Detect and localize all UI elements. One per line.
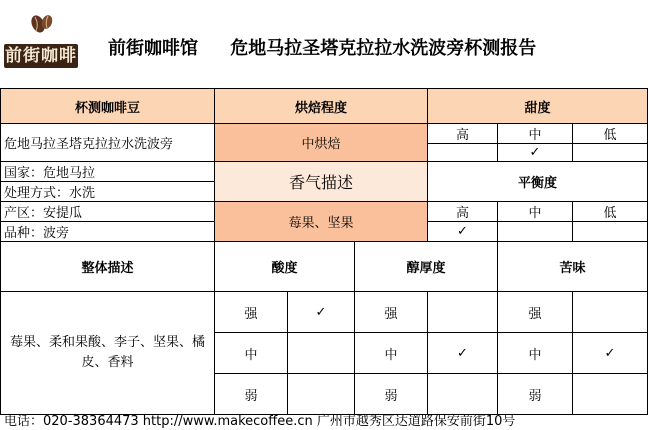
acidity-check-mid [288,333,355,374]
roast-value: 中烘焙 [215,124,428,162]
sweet-level-mid: 中 [498,124,573,144]
overall-description: 莓果、柔和果酸、李子、坚果、橘皮、香料 [1,292,215,415]
body-check-mid: ✓ [428,333,498,374]
acidity-check-weak [288,374,355,415]
aroma-label: 香气描述 [215,162,428,202]
cupping-table [0,88,648,415]
bean-name: 危地马拉圣塔克拉拉水洗波旁 [1,124,215,162]
balance-check-mid [498,222,573,242]
acidity-level-weak: 弱 [215,374,288,415]
body-check-strong [428,292,498,333]
sweet-level-high: 高 [428,124,498,144]
page-title [108,34,536,60]
overall-label: 整体描述 [1,242,215,292]
contact-footer: 电话：020-38364473 http://www.makecoffee.cn 广州市越秀区达道路保安前街10号 [4,414,516,429]
shop-name: 前街咖啡馆 [108,38,198,59]
acidity-level-mid: 中 [215,333,288,374]
balance-label: 平衡度 [428,162,648,202]
origin-country: 国家：危地马拉 [1,162,215,182]
bitter-level-mid: 中 [498,333,573,374]
balance-check-high: ✓ [428,222,498,242]
bitter-check-strong [573,292,648,333]
bean-variety: 品种：波旁 [1,222,215,242]
sweet-level-low: 低 [573,124,648,144]
balance-level-mid: 中 [498,202,573,222]
sweet-check-high [428,144,498,162]
sweet-check-mid: ✓ [498,144,573,162]
bitter-check-mid: ✓ [573,333,648,374]
balance-level-high: 高 [428,202,498,222]
aroma-value: 莓果、坚果 [215,202,428,242]
logo-text: 前街咖啡 [5,46,77,66]
balance-check-low [573,222,648,242]
body-level-mid: 中 [355,333,428,374]
acidity-level-strong: 强 [215,292,288,333]
coffee-beans-icon [26,10,56,40]
header-bean: 杯测咖啡豆 [1,89,215,124]
header-roast: 烘焙程度 [215,89,428,124]
origin-region: 产区：安提瓜 [1,202,215,222]
acidity-label: 酸度 [215,242,355,292]
bitterness-label: 苦味 [498,242,648,292]
header-sweetness: 甜度 [428,89,648,124]
acidity-check-strong: ✓ [288,292,355,333]
sweet-check-low [573,144,648,162]
shop-logo [0,8,82,72]
body-level-weak: 弱 [355,374,428,415]
bitter-level-weak: 弱 [498,374,573,415]
process-method: 处理方式：水洗 [1,182,215,202]
body-level-strong: 强 [355,292,428,333]
report-header [0,0,648,88]
body-label: 醇厚度 [355,242,498,292]
report-title: 危地马拉圣塔克拉拉水洗波旁杯测报告 [230,38,537,59]
bitter-level-strong: 强 [498,292,573,333]
bitter-check-weak [573,374,648,415]
body-check-weak [428,374,498,415]
balance-level-low: 低 [573,202,648,222]
